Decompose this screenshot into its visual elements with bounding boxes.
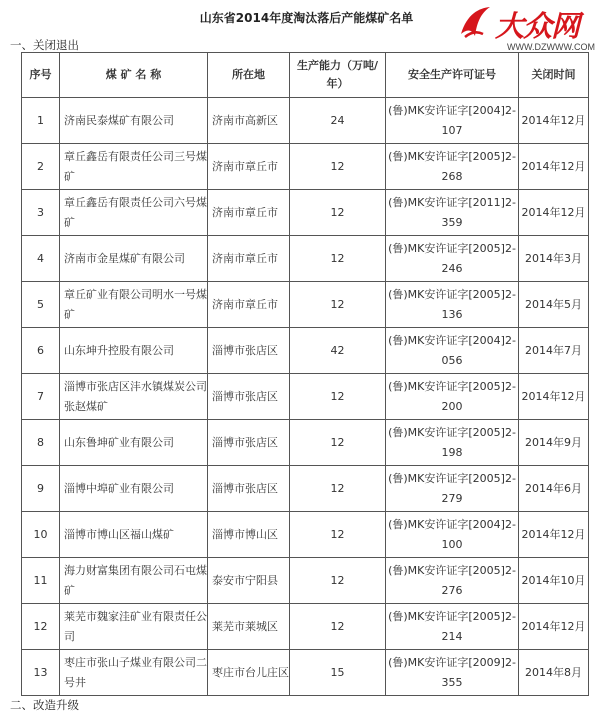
cell-name: 章丘鑫岳有限责任公司三号煤矿 xyxy=(60,144,208,190)
cell-license: (鲁)MK安许证字[2005]2-246 xyxy=(386,236,519,282)
cell-location: 淄博市张店区 xyxy=(208,420,290,466)
cell-capacity: 12 xyxy=(290,190,386,236)
cell-capacity: 12 xyxy=(290,512,386,558)
cell-close: 2014年10月 xyxy=(519,558,589,604)
cell-name: 淄博市博山区福山煤矿 xyxy=(60,512,208,558)
header-license: 安全生产许可证号 xyxy=(386,53,519,98)
cell-location: 泰安市宁阳县 xyxy=(208,558,290,604)
table-row xyxy=(22,512,589,558)
cell-name: 枣庄市张山子煤业有限公司二号井 xyxy=(60,650,208,696)
cell-close: 2014年12月 xyxy=(519,144,589,190)
cell-capacity: 42 xyxy=(290,328,386,374)
table-row xyxy=(22,604,589,650)
cell-capacity: 12 xyxy=(290,282,386,328)
logo-brand: 大众网 xyxy=(495,9,580,43)
cell-license: (鲁)MK安许证字[2004]2-056 xyxy=(386,328,519,374)
cell-no: 10 xyxy=(22,512,60,558)
cell-name: 淄博中埠矿业有限公司 xyxy=(60,466,208,512)
table-row xyxy=(22,144,589,190)
table-row xyxy=(22,420,589,466)
table-row xyxy=(22,466,589,512)
cell-no: 11 xyxy=(22,558,60,604)
cell-name: 淄博市张店区沣水镇煤炭公司张赵煤矿 xyxy=(60,374,208,420)
table-row xyxy=(22,236,589,282)
cell-close: 2014年9月 xyxy=(519,420,589,466)
table-row xyxy=(22,98,589,144)
header-name: 煤 矿 名 称 xyxy=(60,53,208,98)
cell-location: 济南市高新区 xyxy=(208,98,290,144)
cell-location: 淄博市张店区 xyxy=(208,466,290,512)
cell-name: 莱芜市魏家洼矿业有限责任公司 xyxy=(60,604,208,650)
cell-license: (鲁)MK安许证字[2011]2-359 xyxy=(386,190,519,236)
cell-capacity: 24 xyxy=(290,98,386,144)
cell-capacity: 12 xyxy=(290,466,386,512)
site-logo[interactable] xyxy=(455,2,605,54)
cell-close: 2014年12月 xyxy=(519,512,589,558)
cell-name: 山东坤升控股有限公司 xyxy=(60,328,208,374)
cell-capacity: 12 xyxy=(290,604,386,650)
cell-license: (鲁)MK安许证字[2005]2-268 xyxy=(386,144,519,190)
cell-no: 2 xyxy=(22,144,60,190)
cell-no: 8 xyxy=(22,420,60,466)
cell-close: 2014年6月 xyxy=(519,466,589,512)
cell-no: 7 xyxy=(22,374,60,420)
cell-location: 淄博市张店区 xyxy=(208,328,290,374)
cell-name: 山东鲁坤矿业有限公司 xyxy=(60,420,208,466)
cell-no: 12 xyxy=(22,604,60,650)
cell-no: 6 xyxy=(22,328,60,374)
cell-capacity: 12 xyxy=(290,558,386,604)
cell-capacity: 12 xyxy=(290,144,386,190)
cell-no: 4 xyxy=(22,236,60,282)
table-row xyxy=(22,650,589,696)
cell-location: 济南市章丘市 xyxy=(208,236,290,282)
logo-url: WWW.DZWWW.COM xyxy=(507,42,595,52)
cell-location: 淄博市博山区 xyxy=(208,512,290,558)
cell-no: 9 xyxy=(22,466,60,512)
cell-no: 3 xyxy=(22,190,60,236)
cell-no: 5 xyxy=(22,282,60,328)
cell-location: 济南市章丘市 xyxy=(208,144,290,190)
table-row xyxy=(22,328,589,374)
header-close: 关闭时间 xyxy=(519,53,589,98)
cell-close: 2014年12月 xyxy=(519,604,589,650)
cell-license: (鲁)MK安许证字[2005]2-198 xyxy=(386,420,519,466)
table-header-row xyxy=(22,53,589,98)
cell-license: (鲁)MK安许证字[2009]2-355 xyxy=(386,650,519,696)
cell-name: 济南市金星煤矿有限公司 xyxy=(60,236,208,282)
cell-capacity: 12 xyxy=(290,374,386,420)
cell-capacity: 12 xyxy=(290,236,386,282)
cell-close: 2014年8月 xyxy=(519,650,589,696)
cell-location: 枣庄市台儿庄区 xyxy=(208,650,290,696)
cell-location: 莱芜市莱城区 xyxy=(208,604,290,650)
cell-name: 海力财富集团有限公司石屯煤矿 xyxy=(60,558,208,604)
brush-stroke-icon xyxy=(457,4,493,40)
section-heading: 一、关闭退出 xyxy=(10,38,79,52)
cell-license: (鲁)MK安许证字[2005]2-276 xyxy=(386,558,519,604)
cell-license: (鲁)MK安许证字[2005]2-214 xyxy=(386,604,519,650)
table-row xyxy=(22,374,589,420)
cell-close: 2014年3月 xyxy=(519,236,589,282)
cell-no: 1 xyxy=(22,98,60,144)
cell-close: 2014年12月 xyxy=(519,374,589,420)
cell-location: 济南市章丘市 xyxy=(208,190,290,236)
document-title: 山东省2014年度淘汰落后产能煤矿名单 xyxy=(199,11,414,25)
cell-name: 章丘鑫岳有限责任公司六号煤矿 xyxy=(60,190,208,236)
header-no: 序号 xyxy=(22,53,60,98)
cell-close: 2014年12月 xyxy=(519,190,589,236)
cell-capacity: 12 xyxy=(290,420,386,466)
table-row xyxy=(22,282,589,328)
cell-name: 济南民泰煤矿有限公司 xyxy=(60,98,208,144)
cell-license: (鲁)MK安许证字[2005]2-136 xyxy=(386,282,519,328)
table-row xyxy=(22,558,589,604)
cell-no: 13 xyxy=(22,650,60,696)
cell-close: 2014年7月 xyxy=(519,328,589,374)
cell-name: 章丘矿业有限公司明水一号煤矿 xyxy=(60,282,208,328)
cell-location: 淄博市张店区 xyxy=(208,374,290,420)
cell-license: (鲁)MK安许证字[2005]2-200 xyxy=(386,374,519,420)
header-capacity: 生产能力（万吨/年） xyxy=(290,53,386,98)
cell-license: (鲁)MK安许证字[2004]2-100 xyxy=(386,512,519,558)
cell-license: (鲁)MK安许证字[2005]2-279 xyxy=(386,466,519,512)
table-row xyxy=(22,190,589,236)
mine-table xyxy=(21,52,589,696)
cell-license: (鲁)MK安许证字[2004]2-107 xyxy=(386,98,519,144)
cell-close: 2014年5月 xyxy=(519,282,589,328)
cell-location: 济南市章丘市 xyxy=(208,282,290,328)
cell-capacity: 15 xyxy=(290,650,386,696)
cell-close: 2014年12月 xyxy=(519,98,589,144)
next-section-heading: 二、改造升级 xyxy=(10,698,79,712)
header-location: 所在地 xyxy=(208,53,290,98)
